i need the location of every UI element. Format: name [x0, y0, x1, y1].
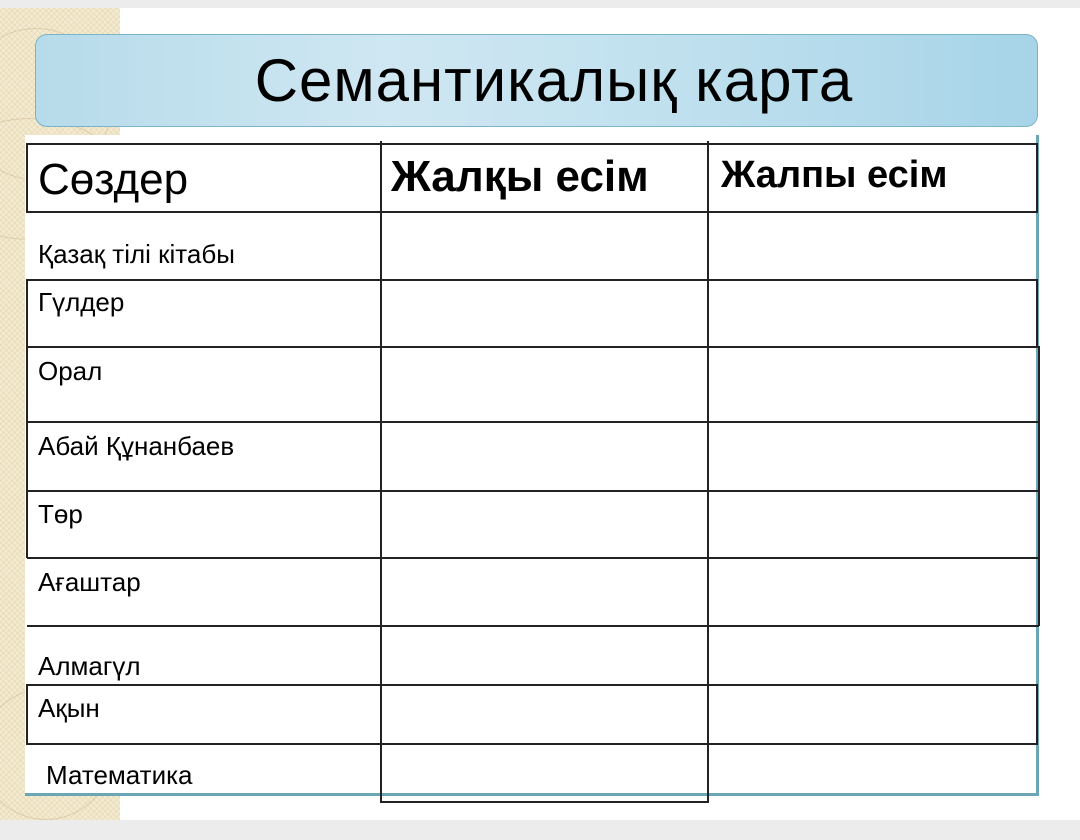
table-grid-line [380, 801, 707, 803]
row-word: Абай Құнанбаев [38, 431, 235, 461]
table-grid-line [27, 279, 1037, 281]
page-title: Семантикалық карта [254, 47, 854, 114]
row-word: Гүлдер [38, 287, 125, 317]
table-grid-line [26, 346, 28, 558]
row-word: Орал [38, 356, 103, 386]
header-words: Сөздер [38, 155, 189, 204]
row-word: Төр [38, 499, 83, 529]
table-grid-line [26, 684, 28, 745]
table-grid-line [27, 490, 1039, 492]
header-proper-noun: Жалқы есім [391, 152, 649, 201]
table-grid-line [1036, 143, 1038, 213]
row-word: Ағаштар [38, 567, 141, 597]
table-grid-line [1036, 279, 1038, 348]
table-grid-line [27, 743, 1037, 745]
table-grid-line [26, 279, 28, 348]
table-grid-line [27, 211, 1037, 213]
table-grid-line [27, 346, 1039, 348]
table-grid-line [1036, 684, 1038, 745]
table-grid-line [27, 557, 1039, 559]
table-grid-line [1038, 346, 1040, 626]
row-word: Математика [46, 760, 193, 790]
title-banner [35, 34, 1038, 127]
table-grid-line [27, 143, 1037, 145]
row-word: Алмагүл [38, 651, 141, 681]
row-word: Қазақ тілі кітабы [38, 239, 235, 269]
table-grid-line [27, 625, 1039, 627]
semantic-map-table [25, 135, 1039, 796]
table-grid-line [27, 684, 1037, 686]
row-word: Ақын [38, 693, 100, 723]
table-grid-line [380, 141, 382, 803]
table-grid-line [26, 143, 28, 213]
header-common-noun: Жалпы есім [721, 154, 948, 196]
table-grid-line [27, 421, 1039, 423]
table-grid-line [707, 141, 709, 803]
